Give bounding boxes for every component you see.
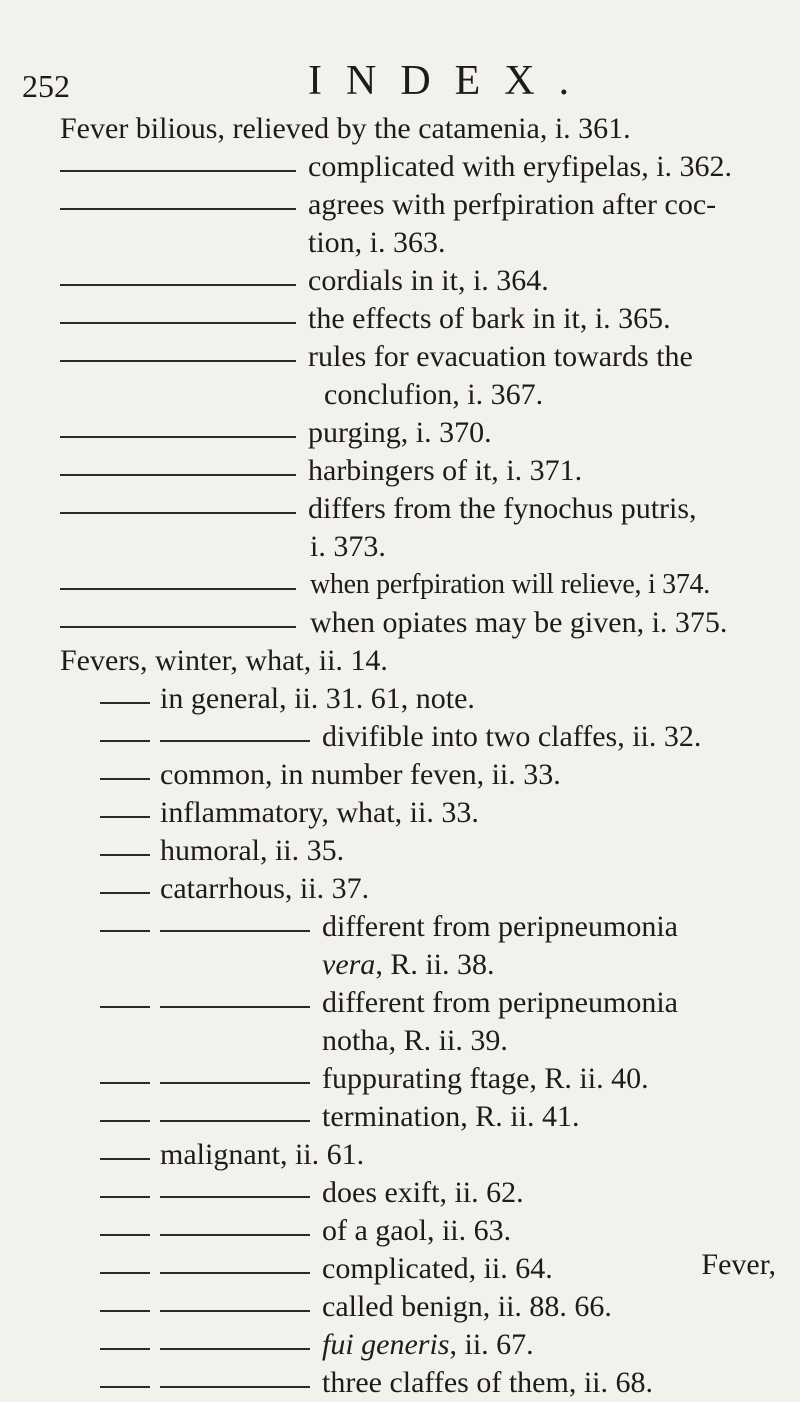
entry-text: called benign, ii. 88. 66. [322,1290,612,1323]
ditto-dash [100,1120,150,1122]
entry-text: in general, ii. 31. 61, note. [160,682,475,715]
ditto-dash [60,474,296,476]
index-entry [60,946,780,984]
entry-text: harbingers of it, i. 371. [308,454,583,487]
ditto-dash [100,816,150,818]
entry-text: Fever bilious, relieved by the catamenia, i. 361. [60,112,631,145]
entry-text: when perfpiration will relieve, i 374. [310,569,710,600]
entry-text: different from peripneumonia [322,910,678,943]
index-entry [60,1288,780,1326]
italic-term: vera [322,948,376,981]
ditto-dash [160,1386,310,1388]
ditto-dash [100,892,150,894]
index-entry [60,300,780,338]
entry-text: when opiates may be given, i. 375. [310,606,728,639]
index-entry [60,1098,780,1136]
entry-text: divifible into two claffes, ii. 32. [322,720,702,753]
index-entry [60,1250,780,1288]
ditto-dash [60,588,296,590]
index-entry [60,262,780,300]
entry-text: cordials in it, i. 364. [308,264,549,297]
entry-text: Fevers, winter, what, ii. 14. [60,644,388,677]
ditto-dash [100,1082,150,1084]
entry-text: common, in number feven, ii. 33. [160,758,561,791]
ditto-dash [160,1234,310,1236]
index-entry [60,794,780,832]
entry-text: three claffes of them, ii. 68. [322,1366,653,1399]
index-entries [60,110,780,1402]
index-entry [60,1174,780,1212]
index-entry [60,1326,780,1364]
index-entry [60,718,780,756]
entry-text: vera, R. ii. 38. [322,948,495,981]
ditto-dash [160,1348,310,1350]
index-entry [60,1060,780,1098]
ditto-dash [60,322,296,324]
index-entry [60,1022,780,1060]
entry-text: i. 373. [310,530,386,563]
index-entry [60,338,780,376]
running-head: INDEX. [308,58,594,104]
index-entry [60,566,780,604]
index-entry [60,414,780,452]
index-entry [60,110,780,148]
catchword: Fever, [701,1248,776,1281]
ditto-dash [60,626,296,628]
entry-text: catarrhous, ii. 37. [160,872,370,905]
ditto-dash [100,1196,150,1198]
ditto-dash [160,930,310,932]
index-entry [60,376,780,414]
ditto-dash [60,436,296,438]
ditto-dash [100,1272,150,1274]
ditto-dash [100,1310,150,1312]
entry-text: fuppurating ftage, R. ii. 40. [322,1062,649,1095]
entry-text: rules for evacuation towards the [308,340,693,373]
index-entry [60,528,780,566]
index-entry [60,1212,780,1250]
ditto-dash [60,208,296,210]
entry-text: tion, i. 363. [308,226,446,259]
ditto-dash [60,170,296,172]
ditto-dash [100,1386,150,1388]
index-entry [60,756,780,794]
ditto-dash [100,1006,150,1008]
ditto-dash [160,1310,310,1312]
ditto-dash [100,1158,150,1160]
ditto-dash [60,360,296,362]
index-entry [60,1136,780,1174]
entry-text: complicated, ii. 64. [322,1252,553,1285]
index-entry [60,642,780,680]
ditto-dash [100,1348,150,1350]
entry-text: humoral, ii. 35. [160,834,345,867]
index-entry [60,908,780,946]
ditto-dash [160,740,310,742]
page-number: 252 [22,68,70,104]
index-entry [60,148,780,186]
entry-text: agrees with perfpiration after coc- [308,188,717,221]
entry-text: the effects of bark in it, i. 365. [308,302,671,335]
ditto-dash [100,702,150,704]
entry-text: inflammatory, what, ii. 33. [160,796,479,829]
ditto-dash [100,930,150,932]
ditto-dash [160,1272,310,1274]
ditto-dash [100,740,150,742]
entry-text: differs from the fynochus putris, [308,492,697,525]
entry-text: complicated with eryfipelas, i. 362. [308,150,733,183]
entry-text: fui generis, ii. 67. [322,1328,534,1361]
entry-text: conclufion, i. 367. [324,378,544,411]
ditto-dash [160,1120,310,1122]
entry-text: malignant, ii. 61. [160,1138,365,1171]
index-entry [60,186,780,224]
entry-text: different from peripneumonia [322,986,678,1019]
entry-text: notha, R. ii. 39. [322,1024,508,1057]
index-entry [60,224,780,262]
index-entry [60,604,780,642]
ditto-dash [160,1196,310,1198]
ditto-dash [60,512,296,514]
entry-text: of a gaol, ii. 63. [322,1214,512,1247]
index-entry [60,452,780,490]
index-entry [60,1364,780,1402]
ditto-dash [100,778,150,780]
ditto-dash [100,854,150,856]
ditto-dash [160,1006,310,1008]
index-entry [60,680,780,718]
italic-term: fui generis [322,1328,450,1361]
entry-text: purging, i. 370. [308,416,492,449]
index-entry [60,832,780,870]
entry-text: does exift, ii. 62. [322,1176,524,1209]
index-entry [60,490,780,528]
index-entry [60,870,780,908]
ditto-dash [60,284,296,286]
entry-text: termination, R. ii. 41. [322,1100,580,1133]
ditto-dash [160,1082,310,1084]
index-entry [60,984,780,1022]
ditto-dash [100,1234,150,1236]
